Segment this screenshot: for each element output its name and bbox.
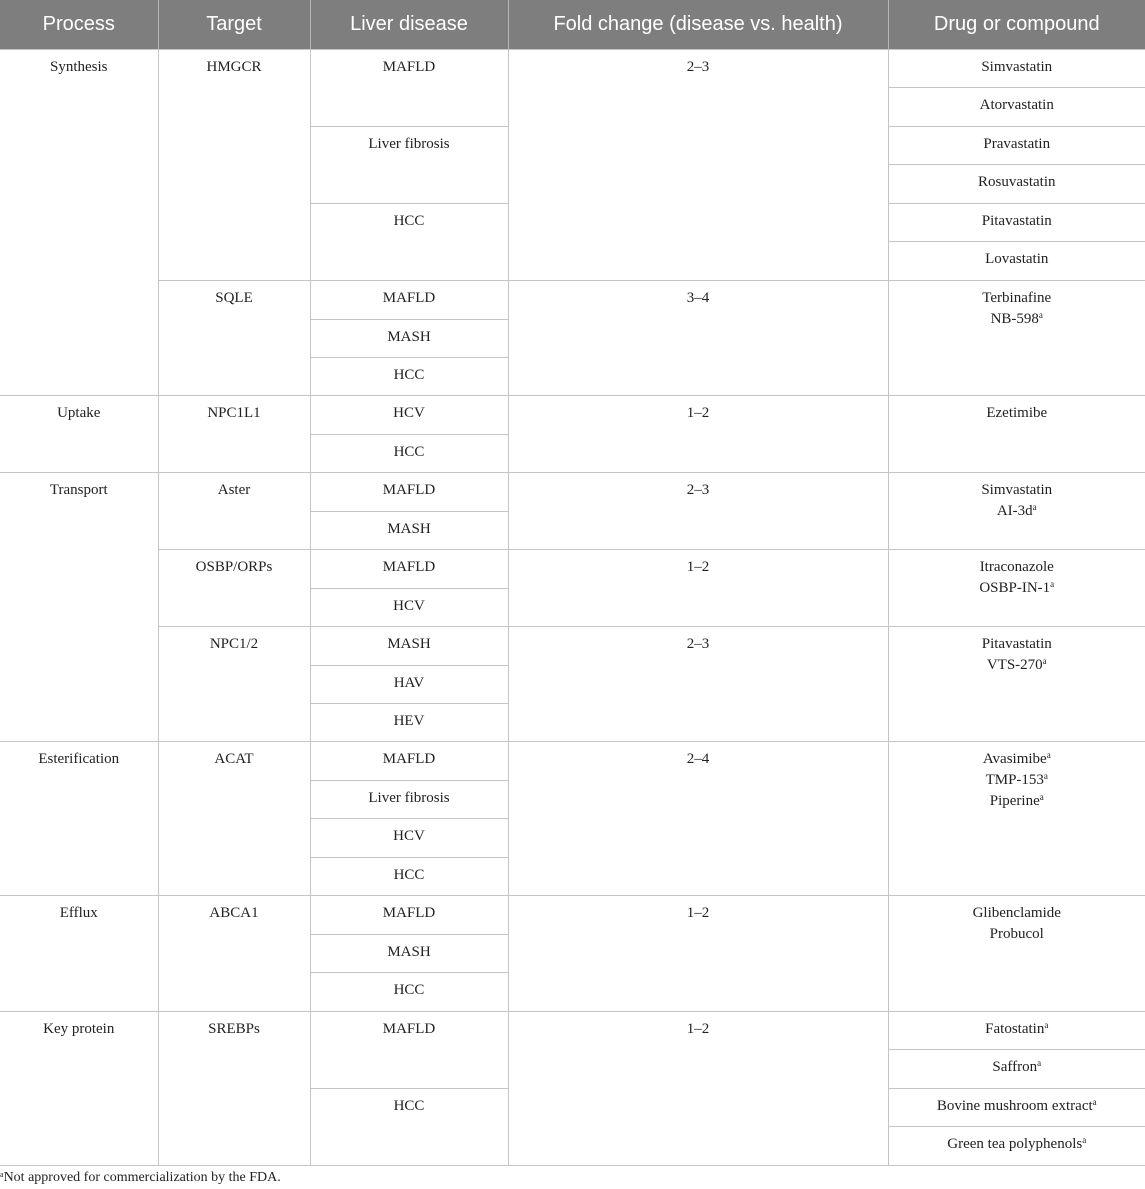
drug-cell [888, 1089, 1145, 1127]
footnote-text: Not approved for commercialization by the FDA. [3, 1170, 281, 1185]
liver-disease-cell [310, 742, 508, 781]
drug-name-text: Pitavastatin [981, 636, 1052, 652]
drug-cell [888, 396, 1145, 473]
liver-disease-cell [310, 435, 508, 473]
drug-name [889, 655, 1145, 676]
drug-cell [888, 281, 1145, 396]
drug-name [889, 1019, 1145, 1040]
process-cell [0, 473, 158, 742]
footnote [0, 1170, 281, 1186]
table-row [0, 896, 1145, 935]
drug-name [889, 1096, 1145, 1117]
table-row [0, 1012, 1145, 1050]
drug-name-text: VTS-270 [986, 657, 1043, 673]
drug-cell [888, 242, 1145, 281]
drug-name-text: AI-3d [996, 503, 1033, 519]
target-label: ABCA1 [209, 905, 259, 921]
fold-change-label: 3–4 [686, 290, 710, 306]
liver-disease-cell [310, 473, 508, 512]
target-label: NPC1/2 [209, 636, 259, 652]
drug-label: Atorvastatin [979, 97, 1054, 113]
drug-list [889, 473, 1145, 522]
fold-change-label: 1–2 [686, 405, 710, 421]
target-cell [158, 1012, 310, 1166]
table-row [0, 396, 1145, 435]
fold-change-cell [508, 896, 888, 1012]
drug-list [889, 1012, 1145, 1040]
liver-disease-cell [310, 589, 508, 627]
liver-disease-cell [310, 550, 508, 589]
header-liver-disease: Liver disease [310, 0, 508, 50]
drug-name-text: TMP-153 [985, 772, 1044, 788]
drug-name [889, 924, 1145, 945]
drug-cell [888, 550, 1145, 627]
target-cell [158, 742, 310, 896]
liver-disease-cell [310, 127, 508, 204]
drug-list [889, 1127, 1145, 1155]
fold-change-cell [508, 627, 888, 742]
table-row [0, 627, 1145, 666]
footnote-marker: a [1038, 310, 1043, 320]
liver-disease-cell [310, 704, 508, 742]
fold-change-label: 1–2 [686, 1021, 710, 1037]
fold-change-cell [508, 742, 888, 896]
liver-disease-label: MAFLD [382, 1021, 436, 1037]
process-label: Esterification [38, 751, 120, 767]
target-cell [158, 627, 310, 742]
drug-name [889, 791, 1145, 812]
drug-name [889, 480, 1145, 501]
drug-name [889, 634, 1145, 655]
footnote-marker: a [1044, 1020, 1049, 1030]
drug-cell [888, 473, 1145, 550]
drug-cell [888, 896, 1145, 1012]
liver-disease-cell [310, 819, 508, 858]
process-cell [0, 50, 158, 396]
target-label: NPC1L1 [207, 405, 261, 421]
drug-name [889, 749, 1145, 770]
header-fold-change: Fold change (disease vs. health) [508, 0, 888, 50]
fold-change-label: 2–4 [686, 751, 710, 767]
drug-name [889, 309, 1145, 330]
drug-name [889, 578, 1145, 599]
drug-cell [888, 127, 1145, 165]
liver-disease-label: HCC [393, 367, 425, 383]
fold-change-cell [508, 50, 888, 281]
process-label: Efflux [59, 905, 98, 921]
drug-name-text: Probucol [989, 926, 1044, 942]
footnote-marker: a [1046, 750, 1051, 760]
drug-cell [888, 204, 1145, 242]
liver-disease-label: MASH [387, 944, 431, 960]
drug-cell [888, 1127, 1145, 1166]
table-row [0, 742, 1145, 781]
drug-label: Pravastatin [983, 136, 1051, 152]
target-cell [158, 550, 310, 627]
liver-disease-cell [310, 204, 508, 281]
footnote-marker: a [1032, 502, 1037, 512]
fold-change-label: 2–3 [686, 482, 710, 498]
drug-name-text: Terbinafine [982, 290, 1052, 306]
target-label: SQLE [215, 290, 253, 306]
drug-name [889, 903, 1145, 924]
drug-cell [888, 627, 1145, 742]
drug-label: Rosuvastatin [978, 174, 1056, 190]
drug-name [889, 557, 1145, 578]
liver-disease-label: HCC [393, 867, 425, 883]
liver-disease-label: MASH [387, 636, 431, 652]
liver-disease-cell [310, 358, 508, 396]
drug-cell [888, 165, 1145, 204]
target-cell [158, 281, 310, 396]
liver-disease-cell [310, 781, 508, 819]
drug-cell [888, 50, 1145, 88]
drug-cell [888, 742, 1145, 896]
liver-disease-label: Liver fibrosis [368, 790, 450, 806]
drug-label: Ezetimibe [986, 405, 1048, 421]
liver-disease-label: MAFLD [382, 290, 436, 306]
liver-disease-label: HCC [393, 444, 425, 460]
liver-disease-cell [310, 512, 508, 550]
drug-list [889, 896, 1145, 945]
fold-change-label: 1–2 [686, 559, 710, 575]
liver-disease-cell [310, 1089, 508, 1166]
fold-change-label: 2–3 [686, 59, 710, 75]
header-drug-or-compound: Drug or compound [888, 0, 1145, 50]
process-label: Uptake [57, 405, 101, 421]
fold-change-label: 1–2 [686, 905, 710, 921]
fold-change-cell [508, 550, 888, 627]
footnote-mark: a [0, 1170, 4, 1179]
liver-disease-label: MAFLD [382, 59, 436, 75]
process-label: Synthesis [49, 59, 108, 75]
liver-disease-label: MAFLD [382, 905, 436, 921]
liver-disease-label: MAFLD [382, 482, 436, 498]
process-cell [0, 1012, 158, 1166]
liver-disease-label: HAV [393, 675, 425, 691]
drug-name-text: Glibenclamide [972, 905, 1061, 921]
liver-disease-label: MAFLD [382, 751, 436, 767]
liver-disease-cell [310, 50, 508, 127]
footnote-marker: a [1039, 792, 1044, 802]
target-label: OSBP/ORPs [195, 559, 273, 575]
liver-disease-label: Liver fibrosis [368, 136, 450, 152]
liver-disease-cell [310, 935, 508, 973]
liver-disease-label: HCC [393, 1098, 425, 1114]
process-label: Transport [49, 482, 108, 498]
drug-name-text: Green tea polyphenols [947, 1136, 1083, 1152]
header-row [0, 0, 1145, 50]
drug-list [889, 281, 1145, 330]
process-cell [0, 396, 158, 473]
process-cell [0, 896, 158, 1012]
drug-name-text: OSBP-IN-1 [979, 580, 1051, 596]
footnote-marker: a [1037, 1058, 1042, 1068]
drug-name-text: Simvastatin [981, 482, 1053, 498]
liver-disease-label: HCC [393, 982, 425, 998]
liver-disease-label: MASH [387, 329, 431, 345]
header-target: Target [158, 0, 310, 50]
table-row [0, 473, 1145, 512]
liver-disease-label: HCV [393, 405, 425, 421]
drug-list [889, 742, 1145, 812]
liver-disease-cell [310, 896, 508, 935]
drug-name-text: Fatostatin [985, 1021, 1045, 1037]
drug-name-text: Itraconazole [979, 559, 1054, 575]
drug-cell [888, 88, 1145, 127]
drug-name [889, 1134, 1145, 1155]
liver-disease-label: HCV [393, 598, 425, 614]
drug-name [889, 1057, 1145, 1078]
liver-disease-label: HCV [393, 828, 425, 844]
drug-name [889, 770, 1145, 791]
fold-change-label: 2–3 [686, 636, 710, 652]
drug-name-text: Avasimibe [982, 751, 1047, 767]
drug-name-text: Bovine mushroom extract [936, 1098, 1093, 1114]
target-label: ACAT [214, 751, 254, 767]
footnote-marker: a [1043, 771, 1048, 781]
table-row [0, 50, 1145, 88]
liver-disease-cell [310, 858, 508, 896]
footnote-marker: a [1050, 579, 1055, 589]
drug-label: Lovastatin [985, 251, 1049, 267]
target-cell [158, 396, 310, 473]
fold-change-cell [508, 281, 888, 396]
footnote-marker: a [1042, 656, 1047, 666]
drug-name-text: Piperine [989, 793, 1040, 809]
table-row [0, 550, 1145, 589]
drug-name-text: Saffron [992, 1059, 1038, 1075]
drug-name [889, 288, 1145, 309]
table-row [0, 281, 1145, 320]
liver-disease-cell [310, 973, 508, 1012]
drug-list [889, 627, 1145, 676]
liver-disease-cell [310, 396, 508, 435]
drug-cell [888, 1012, 1145, 1050]
liver-disease-cell [310, 320, 508, 358]
liver-disease-label: HEV [393, 713, 425, 729]
target-cell [158, 473, 310, 550]
target-cell [158, 50, 310, 281]
liver-disease-cell [310, 1012, 508, 1089]
header-process: Process [0, 0, 158, 50]
drug-list [889, 1089, 1145, 1117]
drug-label: Pitavastatin [981, 213, 1052, 229]
liver-disease-label: HCC [393, 213, 425, 229]
liver-disease-label: MAFLD [382, 559, 436, 575]
process-label: Key protein [43, 1021, 115, 1037]
drug-label: Simvastatin [981, 59, 1053, 75]
fold-change-cell [508, 1012, 888, 1166]
drug-list [889, 550, 1145, 599]
footnote-marker: a [1092, 1097, 1097, 1107]
drug-name [889, 501, 1145, 522]
drug-list [889, 1050, 1145, 1078]
target-label: SREBPs [208, 1021, 260, 1037]
liver-disease-label: MASH [387, 521, 431, 537]
drug-cell [888, 1050, 1145, 1089]
footnote-marker: a [1082, 1135, 1087, 1145]
liver-disease-cell [310, 281, 508, 320]
process-cell [0, 742, 158, 896]
liver-disease-cell [310, 627, 508, 666]
target-label: HMGCR [206, 59, 262, 75]
drug-name-text: NB-598 [990, 311, 1039, 327]
target-label: Aster [217, 482, 251, 498]
liver-disease-cell [310, 666, 508, 704]
target-cell [158, 896, 310, 1012]
fold-change-cell [508, 396, 888, 473]
fold-change-cell [508, 473, 888, 550]
